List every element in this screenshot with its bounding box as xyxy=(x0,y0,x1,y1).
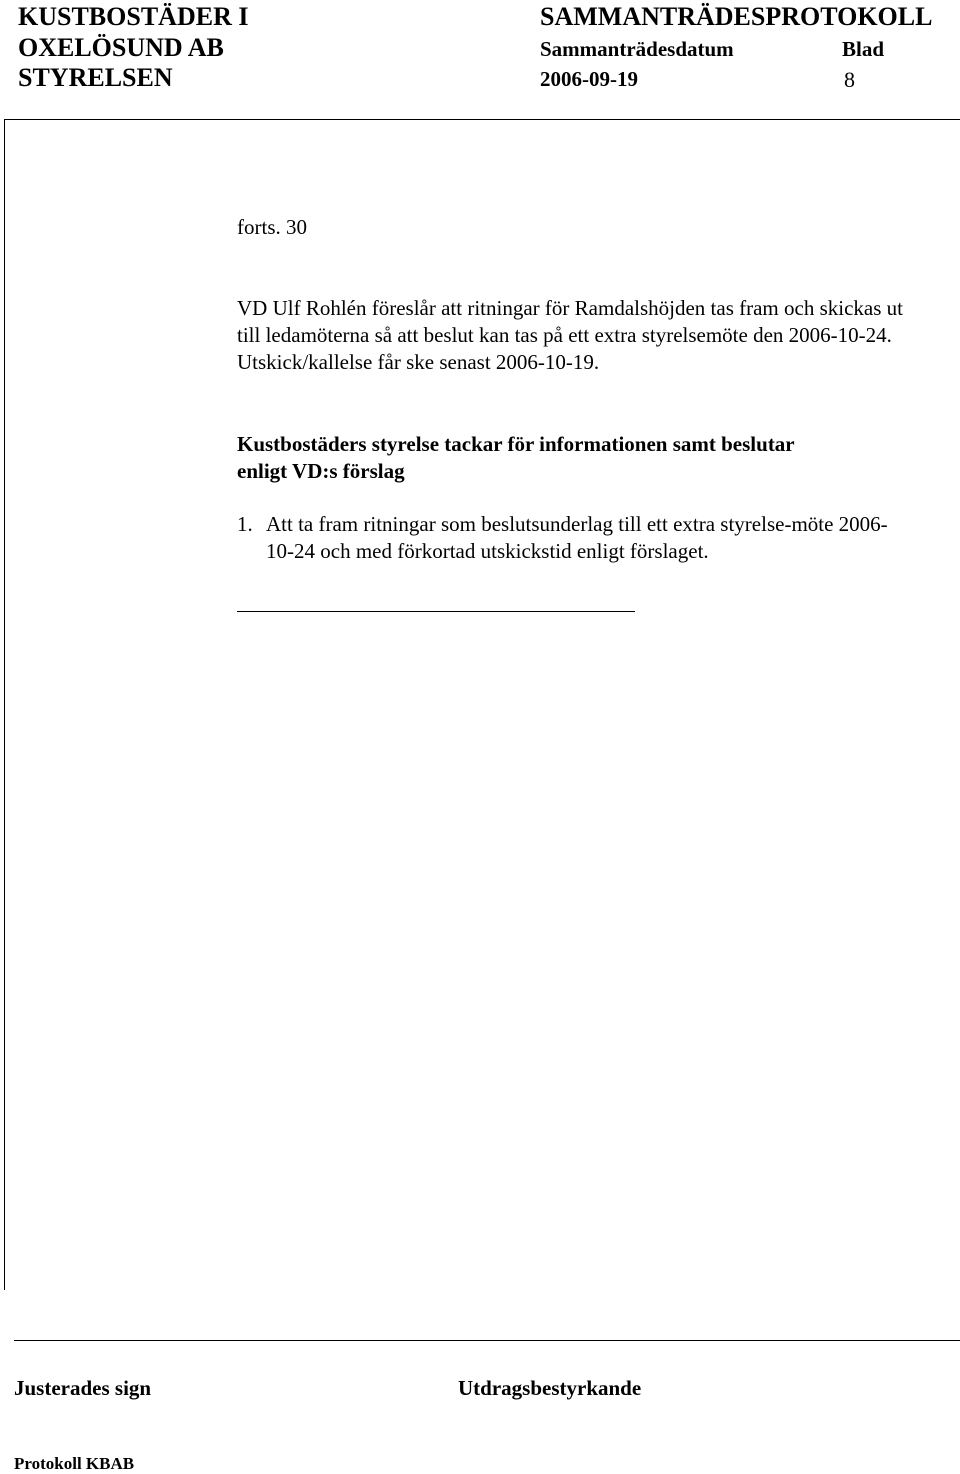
page-label: Blad xyxy=(842,37,885,61)
document-type: SAMMANTRÄDESPROTOKOLL xyxy=(540,2,933,31)
decision-heading: Kustbostäders styrelse tackar för informationen samt beslutar enligt VD:s förslag xyxy=(237,432,795,483)
page-number: 8 xyxy=(844,67,855,92)
meeting-date: 2006-09-19 xyxy=(540,67,638,91)
org-name-line2: OXELÖSUND AB xyxy=(18,33,224,62)
proposal-paragraph: VD Ulf Rohlén föreslår att ritningar för Ramdalshöjden tas fram och skickas ut till ledamöterna så att beslut kan tas på ett extra styrelsemöte den 2006-10-24. Utskick/kallelse får ske senast 2006-10-19. xyxy=(237,296,903,374)
protokoll-label: Protokoll KBAB xyxy=(14,1454,135,1473)
justeras-label: Justerades sign xyxy=(14,1376,152,1400)
end-of-section-rule xyxy=(237,611,635,612)
org-name-line1: KUSTBOSTÄDER I xyxy=(18,2,249,31)
utdrag-label: Utdragsbestyrkande xyxy=(458,1376,642,1400)
footer-rule xyxy=(14,1340,960,1341)
list-item-number: 1. xyxy=(237,512,253,536)
section-reference: forts. 30 xyxy=(237,215,307,239)
org-name-line3: STYRELSEN xyxy=(18,63,173,92)
date-label: Sammanträdesdatum xyxy=(540,37,734,61)
frame-top-border xyxy=(4,119,960,120)
frame-left-border xyxy=(4,119,5,1290)
list-item-text: Att ta fram ritningar som beslutsunderlag till ett extra styrelse-möte 2006-10-24 och med förkortad utskickstid enligt förslaget. xyxy=(266,512,888,563)
